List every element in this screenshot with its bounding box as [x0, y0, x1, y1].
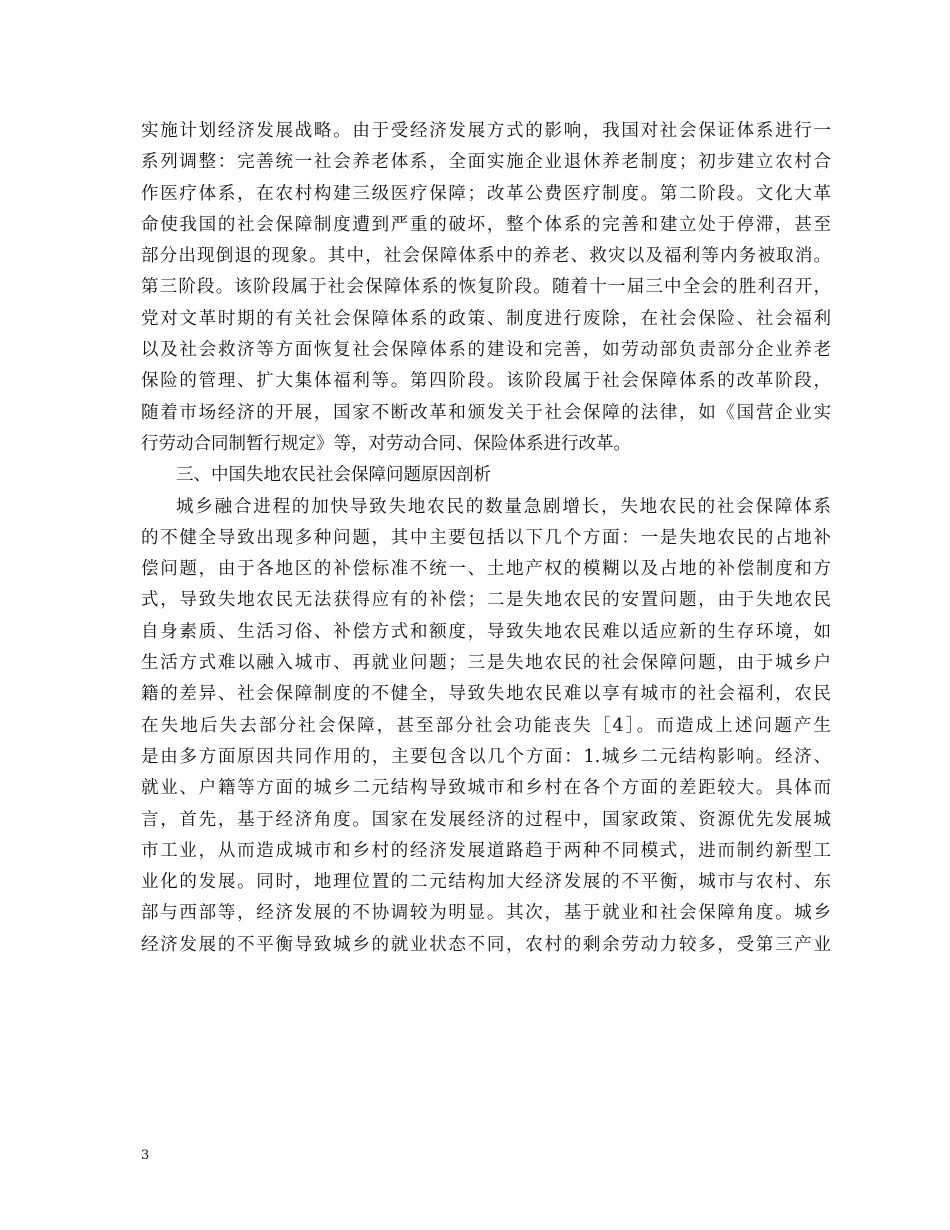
text-line: 市工业，从而造成城市和乡村的经济发展道路趋于两种不同模式，进而制约新型工: [141, 840, 831, 861]
text-line: 部与西部等，经济发展的不协调较为明显。其次，基于就业和社会保障角度。城乡: [141, 903, 831, 924]
paragraph-causes: [141, 492, 831, 961]
text-line: 自身素质、生活习俗、补偿方式和额度，导致失地农民难以适应新的生存环境，如: [141, 621, 831, 642]
text-line: 党对文革时期的有关社会保障体系的政策、制度进行废除，在社会保险、社会福利: [141, 308, 831, 329]
text-line: 业化的发展。同时，地理位置的二元结构加大经济发展的不平衡，城市与农村、东: [141, 872, 831, 893]
text-line: 城乡融合进程的加快导致失地农民的数量急剧增长，失地农民的社会保障体系: [176, 496, 831, 517]
document-body: [141, 116, 831, 961]
text-line: 部分出现倒退的现象。其中，社会保障体系中的养老、救灾以及福利等内务被取消。: [141, 246, 831, 267]
section-heading-text: 三、中国失地农民社会保障问题原因剖析: [176, 465, 491, 486]
text-line: 言，首先，基于经济角度。国家在发展经济的过程中，国家政策、资源优先发展城: [141, 809, 831, 830]
section-heading: [141, 460, 831, 491]
text-line: 生活方式难以融入城市、再就业问题；三是失地农民的社会保障问题，由于城乡户: [141, 653, 831, 674]
text-line: 式，导致失地农民无法获得应有的补偿；二是失地农民的安置问题，由于失地农民: [141, 590, 831, 611]
text-line: 行劳动合同制暂行规定》等，对劳动合同、保险体系进行改革。: [141, 433, 631, 454]
text-line: 偿问题，由于各地区的补偿标准不统一、土地产权的模糊以及占地的补偿制度和方: [141, 559, 831, 580]
page-number: 3: [141, 1148, 150, 1163]
text-line: 第三阶段。该阶段属于社会保障体系的恢复阶段。随着十一届三中全会的胜利召开，: [141, 277, 831, 298]
text-line: 实施计划经济发展战略。由于受经济发展方式的影响，我国对社会保证体系进行一: [141, 121, 831, 141]
text-line: 的不健全导致出现多种问题，其中主要包括以下几个方面：一是失地农民的占地补: [141, 527, 831, 548]
text-line: 经济发展的不平衡导致城乡的就业状态不同，农村的剩余劳动力较多，受第三产业: [141, 934, 831, 955]
text-line: 以及社会救济等方面恢复社会保障体系的建设和完善，如劳动部负责部分企业养老: [141, 340, 831, 361]
text-line: 籍的差异、社会保障制度的不健全，导致失地农民难以享有城市的社会福利，农民: [141, 684, 831, 705]
text-line: 随着市场经济的开展，国家不断改革和颁发关于社会保障的法律，如《国营企业实: [141, 402, 831, 423]
text-line: 系列调整：完善统一社会养老体系，全面实施企业退休养老制度；初步建立农村合: [141, 152, 831, 173]
text-line: 是由多方面原因共同作用的，主要包含以几个方面：1.城乡二元结构影响。经济、: [141, 746, 831, 767]
paragraph-history-stages: [141, 116, 831, 460]
text-line: 在失地后失去部分社会保障，甚至部分社会功能丧失［4］。而造成上述问题产生: [141, 715, 831, 736]
text-line: 命使我国的社会保障制度遭到严重的破坏，整个体系的完善和建立处于停滞，甚至: [141, 214, 831, 235]
text-line: 就业、户籍等方面的城乡二元结构导致城市和乡村在各个方面的差距较大。具体而: [141, 778, 831, 799]
text-line: 保险的管理、扩大集体福利等。第四阶段。该阶段属于社会保障体系的改革阶段，: [141, 371, 831, 392]
text-line: 作医疗体系，在农村构建三级医疗保障；改革公费医疗制度。第二阶段。文化大革: [141, 183, 831, 204]
